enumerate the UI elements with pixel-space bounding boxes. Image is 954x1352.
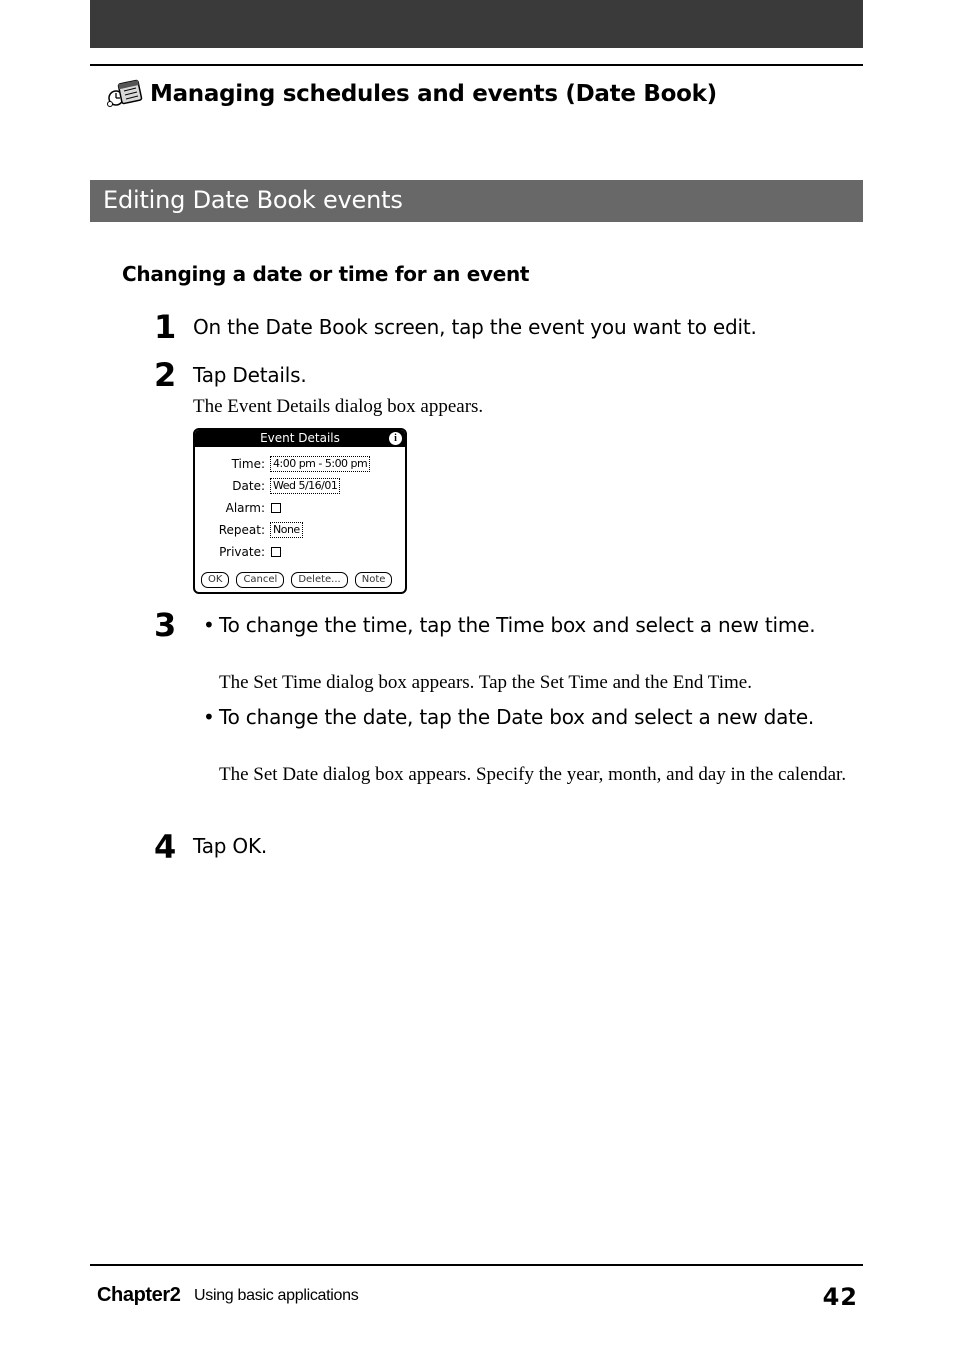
header-bar [90, 0, 863, 48]
private-label: Private: [219, 545, 265, 559]
time-label: Time: [231, 457, 265, 471]
date-book-icon [106, 76, 144, 112]
ok-button[interactable]: OK [201, 572, 229, 588]
step-number-3: 3 [154, 606, 177, 644]
private-checkbox[interactable] [271, 547, 281, 557]
step-number-4: 4 [154, 828, 177, 866]
private-row [195, 544, 281, 560]
note-button[interactable]: Note [355, 572, 393, 588]
bullet-note-date: The Set Date dialog box appears. Specify the year, month, and day in the calendar. [219, 764, 847, 785]
topic-title: Editing Date Book events [103, 186, 403, 214]
bullet-text-date: To change the date, tap the Date box and select a new date. [219, 705, 815, 729]
bullet-time [203, 612, 843, 639]
alarm-label: Alarm: [225, 501, 265, 515]
bullet-dot: • [203, 705, 215, 729]
page-number: 42 [822, 1283, 858, 1311]
date-row [195, 478, 340, 494]
time-row [195, 456, 370, 472]
step-text-1: On the Date Book screen, tap the event you want to edit. [193, 315, 757, 339]
bullet-dot: • [203, 613, 215, 637]
alarm-checkbox[interactable] [271, 503, 281, 513]
section-title: Managing schedules and events (Date Book) [150, 81, 717, 107]
bullet-note-time: The Set Time dialog box appears. Tap the Set Time and the End Time. [219, 672, 752, 693]
delete-button[interactable]: Delete... [291, 572, 347, 588]
step-note-2: The Event Details dialog box appears. [193, 396, 484, 417]
date-label: Date: [232, 479, 265, 493]
repeat-row [195, 522, 303, 538]
footer-chapter-title: Using basic applications [194, 1287, 359, 1304]
dialog-title: Event Details [260, 431, 340, 445]
dialog-buttons [201, 572, 392, 588]
topic-band [90, 180, 863, 222]
footer-rule [90, 1264, 863, 1266]
step-text-2: Tap Details. [193, 363, 307, 387]
bullet-date [203, 704, 843, 731]
step-number-1: 1 [154, 308, 177, 346]
step-number-2: 2 [154, 356, 177, 394]
section-header [106, 76, 717, 112]
alarm-row [195, 500, 281, 516]
cancel-button[interactable]: Cancel [236, 572, 284, 588]
subheading: Changing a date or time for an event [122, 262, 530, 286]
event-details-dialog [193, 428, 407, 594]
date-field[interactable]: Wed 5/16/01 [270, 478, 340, 494]
repeat-label: Repeat: [218, 523, 265, 537]
header-rule [90, 64, 863, 66]
repeat-field[interactable]: None [270, 522, 303, 538]
info-icon[interactable]: i [389, 432, 402, 445]
step-text-4: Tap OK. [193, 834, 268, 858]
bullet-text-time: To change the time, tap the Time box and select a new time. [219, 613, 816, 637]
time-field[interactable]: 4:00 pm - 5:00 pm [270, 456, 370, 472]
dialog-title-bar [195, 430, 405, 447]
footer-chapter: Chapter2 [97, 1284, 181, 1306]
